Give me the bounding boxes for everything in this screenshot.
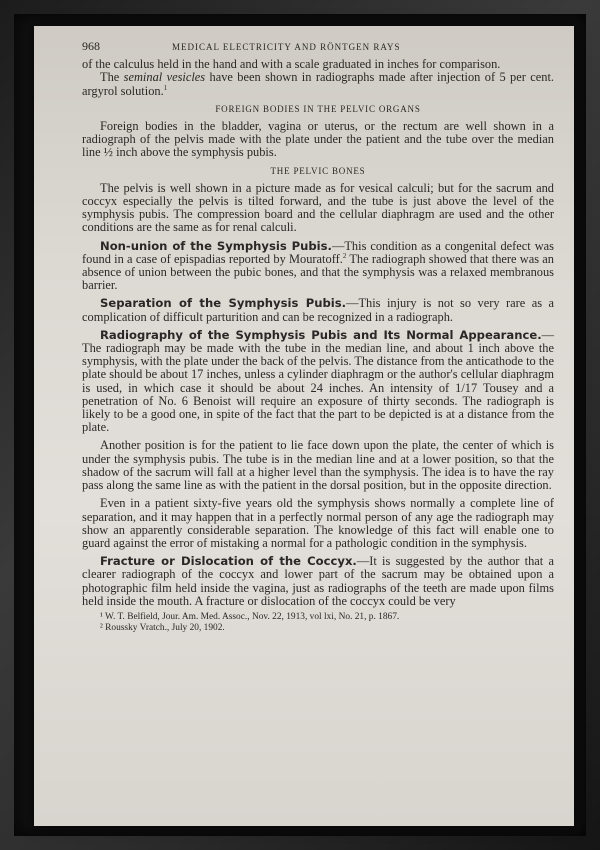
section-heading-pelvic-bones: THE PELVIC BONES — [270, 165, 366, 176]
text-span: The — [100, 70, 124, 85]
paragraph-another-position: Another position is for the patient to lie face down upon the plate, the center of which is under the symphysis pubis. The tube is in the median line and at a lower position, so that the shadow of the sacrum will fall at a higher level than the symphysis. The idea is to have the ray pass along the same line as with the patient in the dorsal position, but in the opposite direction. — [82, 438, 554, 493]
paragraph-non-union — [82, 240, 554, 293]
text-span: —The radiograph may be made with the tube in the median line, and about 1 inch above the symphysis, with the plate under the back of the pelvis. The distance from the anticathode to the plate should be about 17 inches, unless a cylinder diaphragm or the author's cellular diaphragm is used, in which case it should be about 24 inches. An intensity of 1/17 Tousey and a penetration of No. 6 Benoist will require an exposure of thirty seconds. The radiograph is likely to be a good one, in spite of the fact that the part to be depicted is at a distance from the plate. — [82, 327, 554, 435]
footnote-ref: 1 — [163, 83, 168, 92]
paragraph-separation — [82, 297, 554, 323]
italic-term: seminal vesicles — [123, 70, 206, 85]
footnotes — [82, 612, 554, 634]
page-number: 968 — [82, 39, 100, 53]
running-head: MEDICAL ELECTRICITY AND RÖNTGEN RAYS — [172, 42, 401, 52]
subheading-coccyx: Fracture or Dislocation of the Coccyx. — [100, 554, 357, 569]
paragraph-sixty-five: Even in a patient sixty-five years old the symphysis shows normally a complete line of separation, and it may happen that in a perfectly normal person of any age the radiograph may show an apparently considerable separation. The knowledge of this fact will enable one to guard against the error of mistaking a normal for a pathologic condition in the symphysis. — [82, 496, 554, 550]
text-span: —This condition as a congenital defect was found in a case of epispadias reported by Mouratoff. — [82, 238, 554, 266]
text-span: —This injury is not so very rare as a complication of difficult parturition and can be recognized in a radiograph. — [82, 296, 554, 324]
footnote-1: ¹ W. T. Belfield, Jour. Am. Med. Assoc., Nov. 22, 1913, vol lxi, No. 21, p. 1867. — [100, 611, 400, 622]
paragraph-radiography — [82, 329, 554, 435]
paragraph-foreign-bodies: Foreign bodies in the bladder, vagina or uterus, or the rectum are well shown in a radiograph of the pelvis made with the plate under the patient and the tube over the median line ½ inch above the symphysis pubis. — [82, 119, 554, 160]
subheading-separation: Separation of the Symphysis Pubis. — [100, 296, 347, 311]
book-page — [34, 26, 574, 826]
subheading-non-union: Non-union of the Symphysis Pubis. — [100, 238, 332, 253]
text-span: have been shown in radiographs made after injection of 5 per cent. argyrol solution. — [82, 70, 554, 98]
text-span: —It is suggested by the author that a clearer radiograph of the coccyx and lower part of the sacrum may be obtained upon a photographic film held inside the vagina, just as radiographs of the teeth are made upon films held inside the mouth. A fracture or dislocation of the coccyx could be very — [82, 554, 554, 608]
footnote-ref: 2 — [342, 251, 347, 260]
footnote-2: ² Roussky Vratch., July 20, 1902. — [100, 622, 225, 633]
page-content — [82, 40, 554, 634]
section-heading-foreign-bodies: FOREIGN BODIES IN THE PELVIC ORGANS — [215, 103, 421, 114]
page-header — [82, 40, 554, 54]
subheading-radiography: Radiography of the Symphysis Pubis and Its Normal Appearance. — [100, 327, 542, 342]
paragraph-calculus: of the calculus held in the hand and with a scale graduated in inches for comparison. — [82, 57, 501, 72]
paragraph-pelvis: The pelvis is well shown in a picture made as for vesical calculi; but for the sacrum and coccyx especially the pelvis is tilted forward, and the tube is just above the level of the symphysis pubis. The compression board and the cellular diaphragm are used and the other conditions are the same as for renal calculi. — [82, 180, 554, 235]
paragraph-seminal-vesicles — [82, 71, 554, 97]
text-span: The radiograph showed that there was an absence of union between the pubic bones, and that the symphysis was a relaxed membranous barrier. — [82, 251, 554, 293]
paragraph-coccyx — [82, 555, 554, 608]
